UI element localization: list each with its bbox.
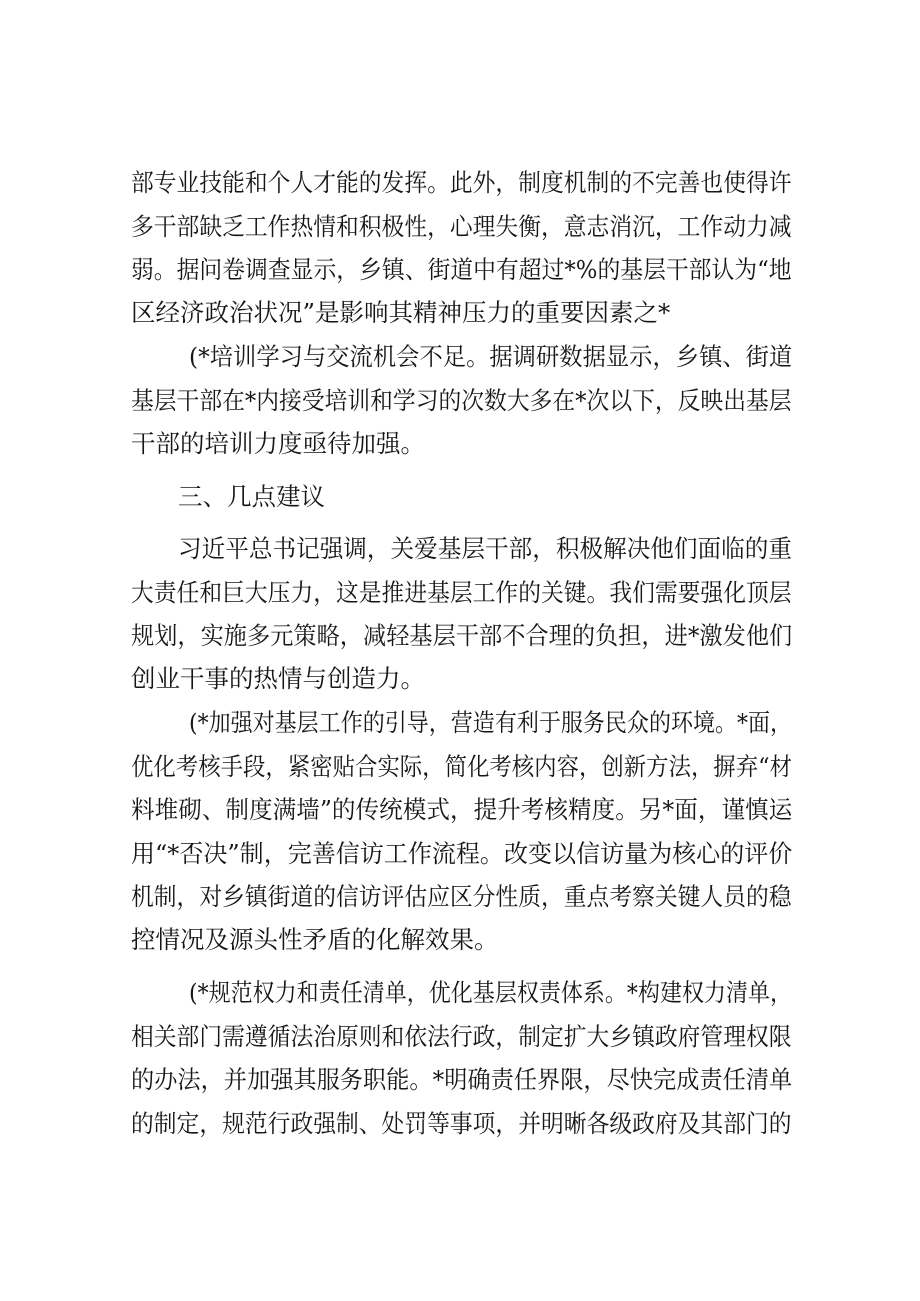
text-line: 大责任和巨大压力，这是推进基层工作的关键。我们需要强化顶层 — [131, 578, 792, 607]
text-line: 多干部缺乏工作热情和积极性，心理失衡，意志消沉，工作动力减 — [131, 212, 792, 241]
section-heading: 三、几点建议 — [178, 482, 325, 511]
text-line: 料堆砌、制度满墙”的传统模式，提升考核精度。另*面，谨慎运 — [131, 795, 793, 824]
text-line: 弱。据问卷调查显示，乡镇、街道中有超过*%的基层干部认为“地 — [131, 255, 792, 284]
text-line: 优化考核手段，紧密贴合实际，简化考核内容，创新方法，摒弃“材 — [131, 752, 793, 781]
text-line: (*规范权力和责任清单，优化基层权责体系。*构建权力清单， — [189, 978, 793, 1007]
text-line: 的制定，规范行政强制、处罚等事项，并明晰各级政府及其部门的 — [131, 1109, 792, 1138]
text-line: 规划，实施多元策略，减轻基层干部不合理的负担，进*激发他们 — [131, 621, 793, 650]
text-line: 部专业技能和个人才能的发挥。此外，制度机制的不完善也使得许 — [131, 168, 792, 197]
text-line: 用“*否决”制，完善信访工作流程。改变以信访量为核心的评价 — [131, 839, 793, 868]
text-line: 创业干事的热情与创造力。 — [131, 664, 425, 693]
text-line: (*培训学习与交流机会不足。据调研数据显示，乡镇、街道 — [189, 342, 793, 371]
text-line: 机制，对乡镇街道的信访评估应区分性质，重点考察关键人员的稳 — [131, 882, 792, 911]
text-line: 区经济政治状况”是影响其精神压力的重要因素之* — [131, 298, 671, 327]
text-line: 干部的培训力度亟待加强。 — [131, 429, 425, 458]
text-line: 习近平总书记强调，关爱基层干部，积极解决他们面临的重 — [178, 534, 792, 563]
text-line: 控情况及源头性矛盾的化解效果。 — [131, 925, 499, 954]
text-line: 的办法，并加强其服务职能。*明确责任界限，尽快完成责任清单 — [131, 1065, 793, 1094]
text-line: 相关部门需遵循法治原则和依法行政，制定扩大乡镇政府管理权限 — [131, 1022, 792, 1051]
text-line: 基层干部在*内接受培训和学习的次数大多在*次以下，反映出基层 — [131, 386, 792, 415]
text-line: (*加强对基层工作的引导，营造有利于服务民众的环境。*面， — [189, 708, 793, 737]
